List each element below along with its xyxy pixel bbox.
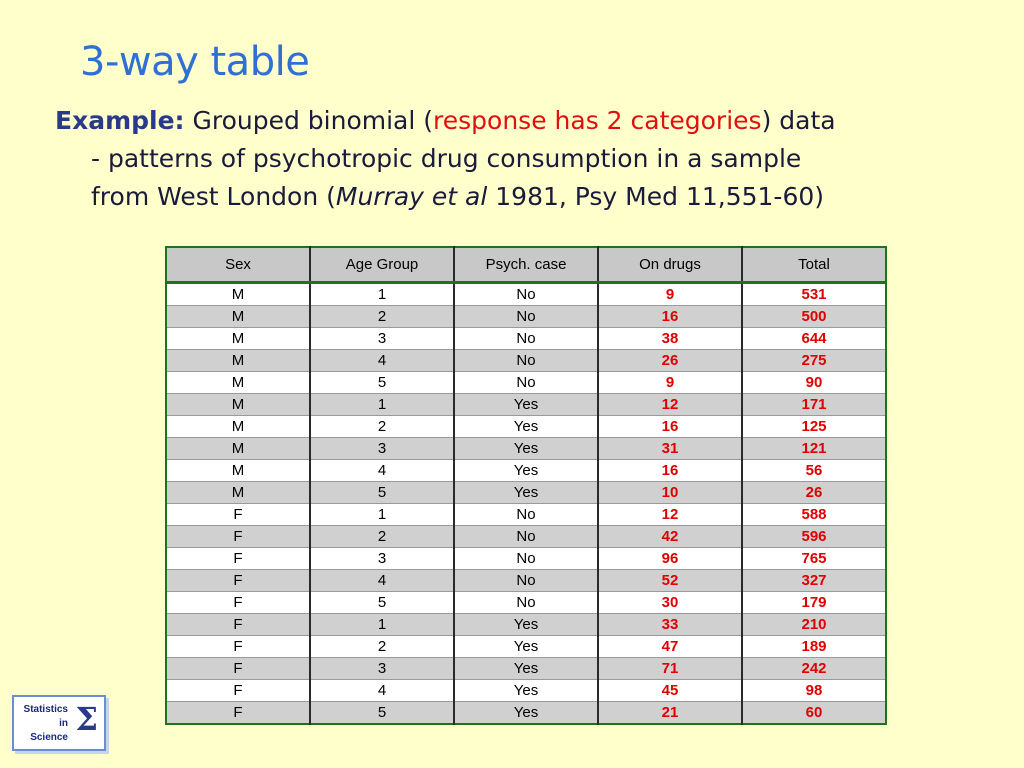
- cell-on-drugs: 96: [598, 548, 742, 570]
- example-line-1: [55, 102, 985, 140]
- cell-age-group: 5: [310, 372, 454, 394]
- table-row: [166, 306, 886, 328]
- cell-sex: M: [166, 416, 310, 438]
- cell-on-drugs: 42: [598, 526, 742, 548]
- cell-sex: F: [166, 702, 310, 725]
- cell-on-drugs: 9: [598, 372, 742, 394]
- cell-on-drugs: 21: [598, 702, 742, 725]
- cell-total: 327: [742, 570, 886, 592]
- cell-psych-case: Yes: [454, 394, 598, 416]
- cell-age-group: 3: [310, 548, 454, 570]
- cell-sex: F: [166, 504, 310, 526]
- cell-age-group: 1: [310, 394, 454, 416]
- cell-on-drugs: 12: [598, 394, 742, 416]
- column-header-psych-case: Psych. case: [454, 247, 598, 283]
- cell-total: 179: [742, 592, 886, 614]
- cell-on-drugs: 9: [598, 283, 742, 306]
- data-table-container: [165, 246, 887, 725]
- column-header-total: Total: [742, 247, 886, 283]
- cell-total: 121: [742, 438, 886, 460]
- cell-total: 500: [742, 306, 886, 328]
- cell-on-drugs: 16: [598, 416, 742, 438]
- cell-sex: F: [166, 614, 310, 636]
- logo-word-statistics: Statistics: [23, 704, 68, 715]
- cell-psych-case: Yes: [454, 702, 598, 725]
- cell-total: 98: [742, 680, 886, 702]
- cell-total: 90: [742, 372, 886, 394]
- cell-age-group: 2: [310, 526, 454, 548]
- table-row: [166, 658, 886, 680]
- cell-age-group: 1: [310, 283, 454, 306]
- cell-psych-case: Yes: [454, 416, 598, 438]
- cell-sex: F: [166, 636, 310, 658]
- cell-sex: M: [166, 328, 310, 350]
- statistics-in-science-logo: [12, 695, 106, 751]
- cell-age-group: 4: [310, 570, 454, 592]
- table-row: [166, 614, 886, 636]
- cell-total: 588: [742, 504, 886, 526]
- table-row: [166, 570, 886, 592]
- cell-on-drugs: 33: [598, 614, 742, 636]
- cell-psych-case: Yes: [454, 614, 598, 636]
- column-header-sex: Sex: [166, 247, 310, 283]
- cell-total: 596: [742, 526, 886, 548]
- cell-total: 531: [742, 283, 886, 306]
- example-line3-suffix: 1981, Psy Med 11,551-60): [487, 182, 825, 211]
- cell-sex: F: [166, 658, 310, 680]
- table-row: [166, 526, 886, 548]
- cell-sex: F: [166, 592, 310, 614]
- cell-on-drugs: 31: [598, 438, 742, 460]
- column-header-on-drugs: On drugs: [598, 247, 742, 283]
- example-paragraph: [55, 102, 985, 216]
- cell-total: 171: [742, 394, 886, 416]
- cell-sex: M: [166, 460, 310, 482]
- cell-total: 765: [742, 548, 886, 570]
- table-header-row: [166, 247, 886, 283]
- table-row: [166, 350, 886, 372]
- cell-age-group: 4: [310, 350, 454, 372]
- cell-sex: M: [166, 394, 310, 416]
- example-line-3: [55, 178, 985, 216]
- cell-psych-case: Yes: [454, 658, 598, 680]
- cell-total: 189: [742, 636, 886, 658]
- cell-age-group: 2: [310, 636, 454, 658]
- cell-age-group: 5: [310, 482, 454, 504]
- cell-sex: M: [166, 283, 310, 306]
- cell-on-drugs: 38: [598, 328, 742, 350]
- table-row: [166, 592, 886, 614]
- cell-age-group: 2: [310, 416, 454, 438]
- cell-on-drugs: 45: [598, 680, 742, 702]
- cell-on-drugs: 52: [598, 570, 742, 592]
- cell-on-drugs: 47: [598, 636, 742, 658]
- cell-sex: F: [166, 570, 310, 592]
- example-text-part1: Grouped binomial (: [184, 106, 434, 135]
- table-row: [166, 372, 886, 394]
- cell-on-drugs: 26: [598, 350, 742, 372]
- cell-psych-case: No: [454, 504, 598, 526]
- cell-sex: M: [166, 372, 310, 394]
- table-row: [166, 328, 886, 350]
- logo-word-in: in: [59, 718, 68, 729]
- logo-word-science: Science: [30, 732, 68, 743]
- cell-age-group: 5: [310, 592, 454, 614]
- cell-on-drugs: 16: [598, 460, 742, 482]
- cell-total: 210: [742, 614, 886, 636]
- cell-age-group: 4: [310, 680, 454, 702]
- table-row: [166, 283, 886, 306]
- cell-age-group: 1: [310, 614, 454, 636]
- page-title: 3-way table: [80, 39, 310, 85]
- cell-on-drugs: 30: [598, 592, 742, 614]
- cell-total: 56: [742, 460, 886, 482]
- cell-sex: M: [166, 306, 310, 328]
- cell-total: 644: [742, 328, 886, 350]
- cell-on-drugs: 16: [598, 306, 742, 328]
- table-row: [166, 416, 886, 438]
- cell-psych-case: No: [454, 283, 598, 306]
- example-line3-prefix: from West London (: [91, 182, 336, 211]
- cell-age-group: 3: [310, 658, 454, 680]
- column-header-age-group: Age Group: [310, 247, 454, 283]
- cell-psych-case: No: [454, 372, 598, 394]
- cell-sex: F: [166, 680, 310, 702]
- cell-psych-case: No: [454, 328, 598, 350]
- cell-psych-case: No: [454, 548, 598, 570]
- cell-on-drugs: 12: [598, 504, 742, 526]
- cell-age-group: 4: [310, 460, 454, 482]
- table-body: [166, 283, 886, 725]
- example-highlight: response has 2 categories: [433, 106, 762, 135]
- example-citation: Murray et al: [335, 182, 488, 211]
- cell-sex: M: [166, 350, 310, 372]
- cell-psych-case: Yes: [454, 636, 598, 658]
- cell-on-drugs: 10: [598, 482, 742, 504]
- table-row: [166, 548, 886, 570]
- example-text-part2: ) data: [761, 106, 836, 135]
- cell-psych-case: Yes: [454, 438, 598, 460]
- table-row: [166, 504, 886, 526]
- cell-psych-case: No: [454, 306, 598, 328]
- table-row: [166, 460, 886, 482]
- cell-psych-case: No: [454, 592, 598, 614]
- cell-sex: F: [166, 548, 310, 570]
- cell-psych-case: No: [454, 350, 598, 372]
- cell-psych-case: Yes: [454, 460, 598, 482]
- cell-age-group: 3: [310, 328, 454, 350]
- table-row: [166, 438, 886, 460]
- cell-age-group: 1: [310, 504, 454, 526]
- cell-total: 275: [742, 350, 886, 372]
- cell-psych-case: No: [454, 526, 598, 548]
- table-row: [166, 394, 886, 416]
- example-line-2: - patterns of psychotropic drug consumption in a sample: [91, 144, 802, 173]
- example-label: Example:: [55, 106, 185, 135]
- table-header: [166, 247, 886, 283]
- cell-age-group: 3: [310, 438, 454, 460]
- cell-total: 26: [742, 482, 886, 504]
- cell-total: 242: [742, 658, 886, 680]
- cell-total: 125: [742, 416, 886, 438]
- table-row: [166, 636, 886, 658]
- data-table: [165, 246, 887, 725]
- cell-psych-case: Yes: [454, 482, 598, 504]
- cell-psych-case: Yes: [454, 680, 598, 702]
- cell-sex: M: [166, 438, 310, 460]
- cell-psych-case: No: [454, 570, 598, 592]
- cell-sex: M: [166, 482, 310, 504]
- table-row: [166, 702, 886, 725]
- cell-age-group: 2: [310, 306, 454, 328]
- table-row: [166, 482, 886, 504]
- cell-sex: F: [166, 526, 310, 548]
- table-row: [166, 680, 886, 702]
- sigma-icon: Σ: [75, 700, 98, 738]
- cell-total: 60: [742, 702, 886, 725]
- cell-on-drugs: 71: [598, 658, 742, 680]
- cell-age-group: 5: [310, 702, 454, 725]
